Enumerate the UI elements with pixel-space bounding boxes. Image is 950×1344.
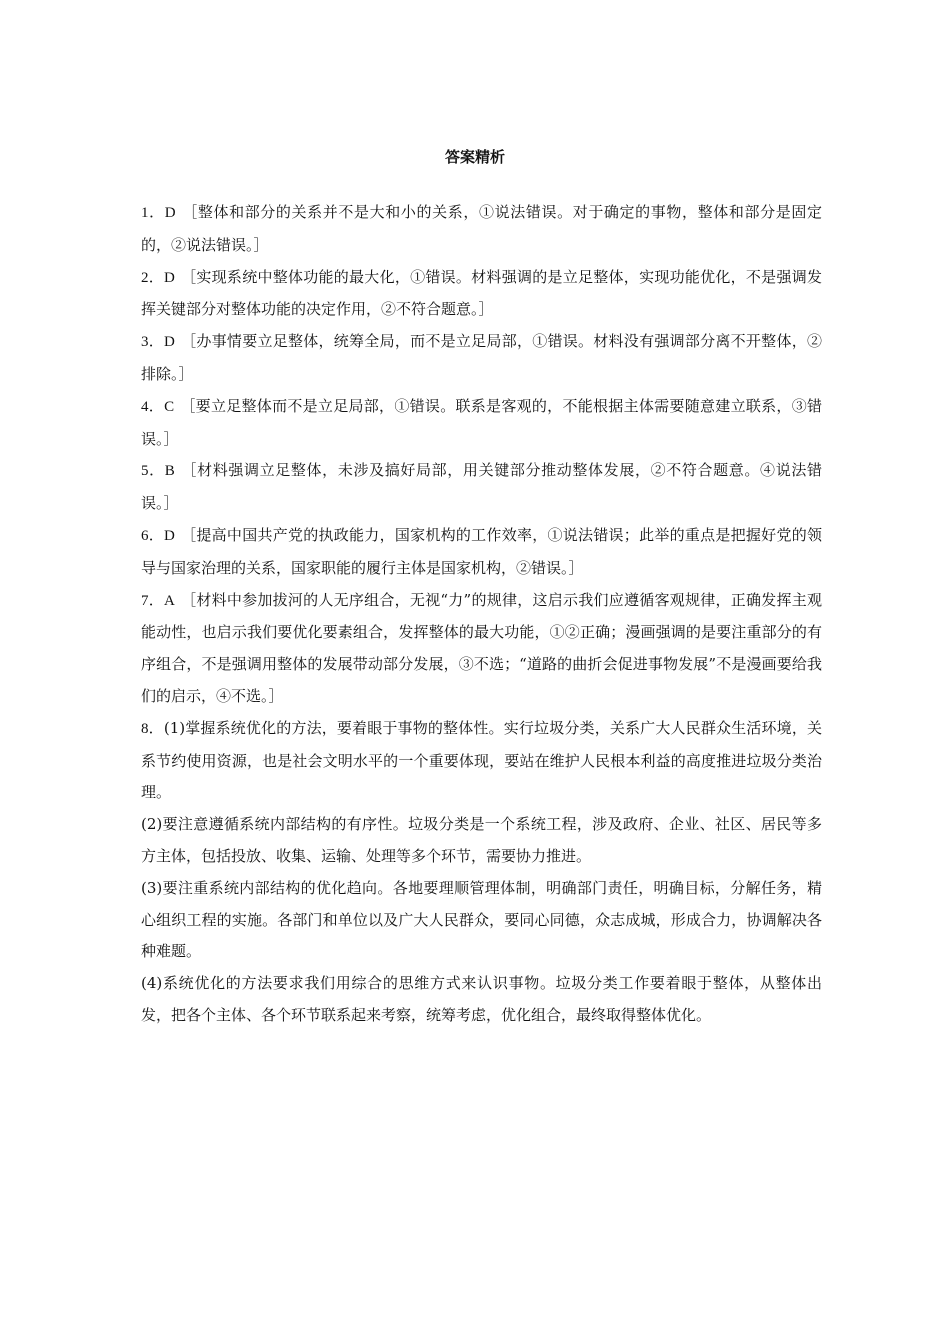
answer-item-5	[141, 455, 822, 520]
answer-item-2	[141, 262, 822, 327]
answer-item-4	[141, 391, 822, 456]
item-explanation: ［提高中国共产党的执政能力，国家机构的工作效率，①说法错误；此举的重点是把握好党的领导与国家治理的关系，国家职能的履行主体是国家机构，②错误。］	[141, 525, 822, 577]
item-number: 7．	[141, 592, 165, 609]
item-answer: A	[164, 592, 175, 609]
item-explanation: ［办事情要立足整体，统筹全局，而不是立足局部，①错误。材料没有强调部分离不开整体，②排除。］	[141, 332, 822, 383]
item-explanation: ［材料中参加拔河的人无序组合，无视“力”的规律，这启示我们应遵循客观规律，正确发挥主观能动性，也启示我们要优化要素组合，发挥整体的最大功能，①②正确；漫画强调的是要注重部分的有序组合，不是强调用整体的发展带动部分发展，③不选；“道路的曲折会促进事物发展”不是漫画要给我们的启示，④不选。］	[141, 590, 822, 705]
item-explanation: ［实现系统中整体功能的最大化，①错误。材料强调的是立足整体，实现功能优化，不是强调发挥关键部分对整体功能的决定作用，②不符合题意。］	[141, 267, 822, 319]
answer-list	[141, 197, 822, 1032]
answer-item-8-part-4: (4)系统优化的方法要求我们用综合的思维方式来认识事物。垃圾分类工作要着眼于整体，从整体出发，把各个主体、各个环节联系起来考察，统筹考虑，优化组合，最终取得整体优化。	[141, 974, 822, 1024]
answer-item-8-part-2: (2)要注意遵循系统内部结构的有序性。垃圾分类是一个系统工程，涉及政府、企业、社区、居民等多方主体，包括投放、收集、运输、处理等多个环节，需要协力推进。	[141, 815, 822, 865]
item-explanation: (1)掌握系统优化的方法，要着眼于事物的整体性。实行垃圾分类，关系广大人民群众生活环境，关系节约使用资源，也是社会文明水平的一个重要体现，要站在维护人民根本利益的高度推进垃圾分类治理。	[141, 718, 822, 802]
item-answer: B	[164, 463, 175, 480]
item-answer: D	[164, 334, 175, 351]
item-number: 1．	[141, 205, 165, 221]
answer-item-1	[141, 197, 822, 262]
item-number: 6．	[141, 527, 165, 544]
item-explanation: ［整体和部分的关系并不是大和小的关系，①说法错误。对于确定的事物，整体和部分是固定的，②说法错误。］	[141, 203, 822, 254]
item-answer: D	[164, 205, 176, 221]
answer-item-8-part-3: (3)要注重系统内部结构的优化趋向。各地要理顺管理体制，明确部门责任，明确目标，分解任务，精心组织工程的实施。各部门和单位以及广大人民群众，要同心同德，众志成城，形成合力，协调解决各种难题。	[141, 878, 822, 961]
answer-item-8-part-1	[141, 713, 822, 809]
item-number: 2．	[141, 269, 165, 286]
page-title: 答案精析	[444, 148, 505, 166]
item-answer: D	[164, 527, 175, 544]
item-number: 5．	[141, 463, 165, 480]
answer-item-3	[141, 326, 822, 391]
item-explanation: ［材料强调立足整体，未涉及搞好局部，用关键部分推动整体发展，②不符合题意。④说法错误。］	[141, 461, 822, 513]
answer-item-7	[141, 585, 822, 713]
item-number: 8．	[141, 720, 164, 737]
item-answer: D	[164, 269, 175, 286]
answer-item-6	[141, 520, 822, 585]
item-number: 3．	[141, 334, 165, 351]
item-explanation: ［要立足整体而不是立足局部，①错误。联系是客观的，不能根据主体需要随意建立联系，③错误。］	[141, 396, 822, 448]
item-number: 4．	[141, 398, 165, 415]
item-answer: C	[164, 398, 175, 415]
